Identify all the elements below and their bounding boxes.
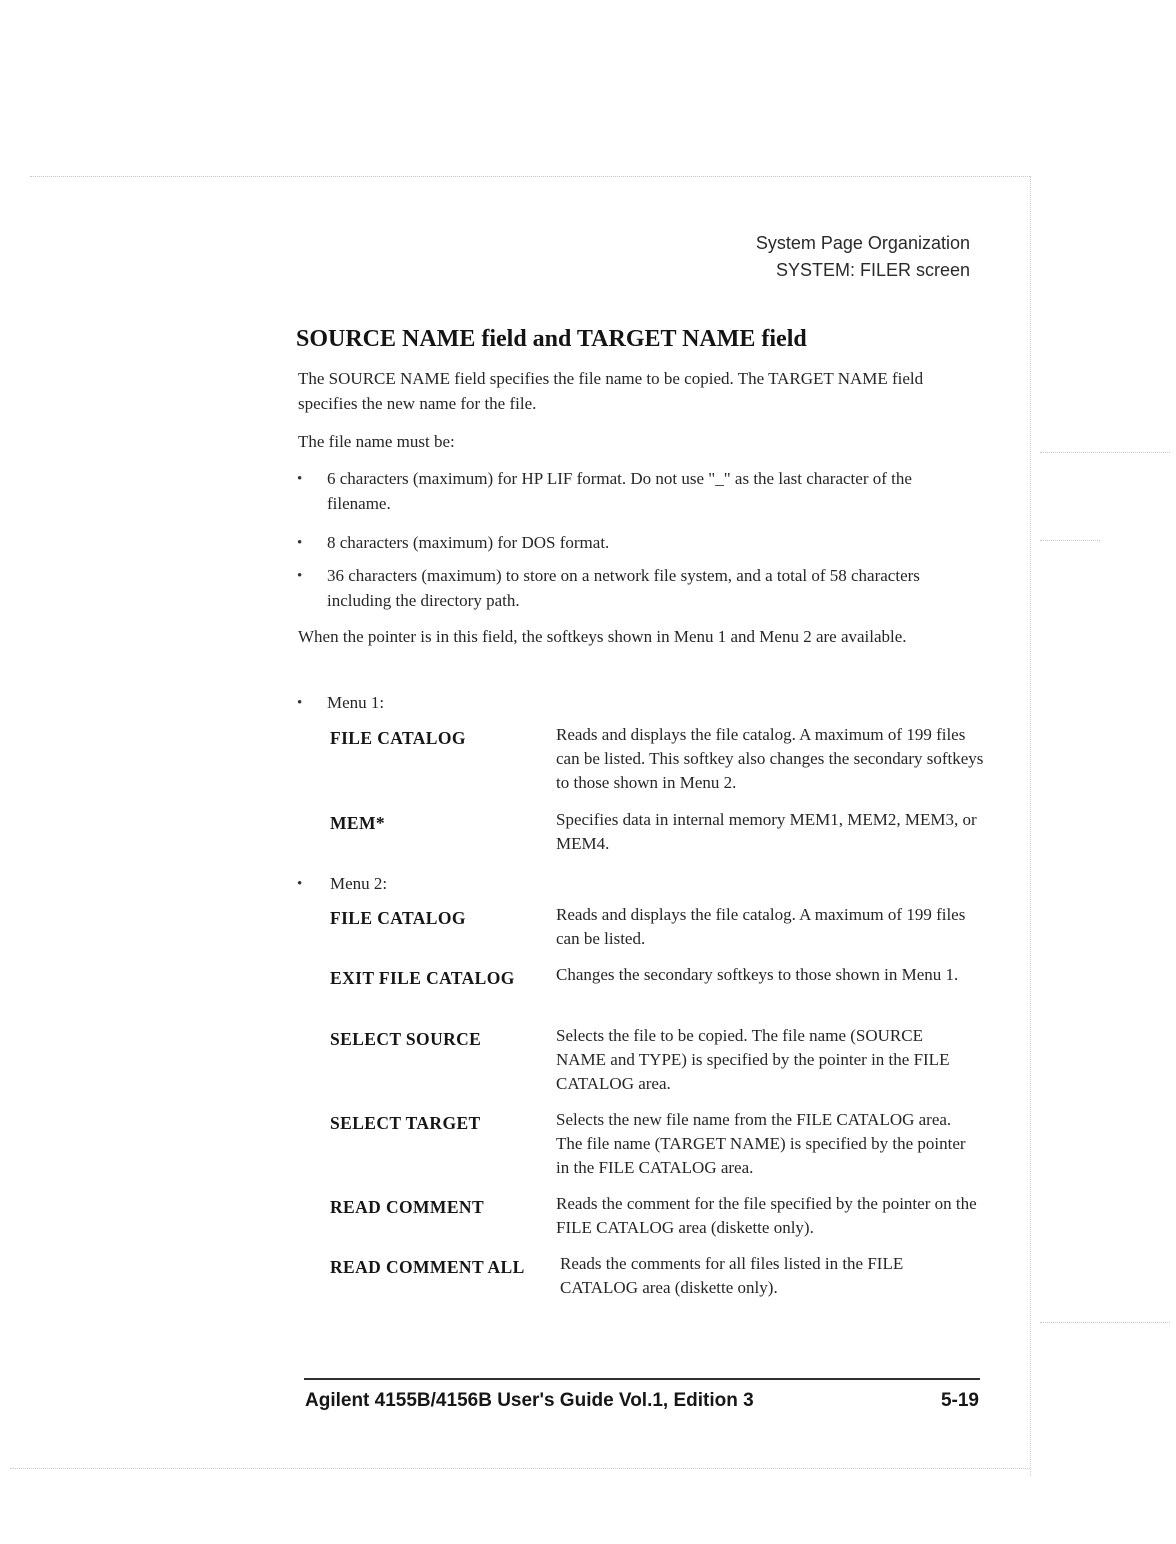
bullet-marker: • [297,695,303,711]
softkey-description: Selects the file to be copied. The file name (SOURCE NAME and TYPE) is specified by the pointer in the FILE CATALOG area. [556,1026,950,1093]
scan-edge-top [30,176,1030,177]
softkey-file-catalog: FILE CATALOG [330,908,466,928]
scan-mark-right-2 [1040,540,1100,541]
softkey-description: Reads and displays the file catalog. A maximum of 199 files can be listed. [556,905,966,948]
running-head-chapter: System Page Organization [755,233,970,253]
bullet-marker: • [297,535,303,551]
menu2-label: Menu 2: [330,874,388,893]
menu1-label: Menu 1: [327,693,385,712]
softkey-exit-file-catalog: EXIT FILE CATALOG [330,968,515,988]
bullet-marker: • [297,568,303,584]
rule-item: 6 characters (maximum) for HP LIF format. Do not use "_" as the last character of the filename. [327,469,912,513]
softkey-description: Specifies data in internal memory MEM1, MEM2, MEM3, or MEM4. [556,810,977,853]
footer-title: Agilent 4155B/4156B User's Guide Vol.1, Edition 3 [305,1390,754,1411]
softkey-select-source: SELECT SOURCE [330,1029,482,1049]
bullet-marker: • [297,876,303,892]
softkey-description: Reads the comments for all files listed in the FILE CATALOG area (diskette only). [560,1254,904,1297]
softkey-mem: MEM* [330,813,386,833]
scan-edge-right [1030,176,1031,1476]
softkey-file-catalog: FILE CATALOG [330,728,466,748]
footer-page-number: 5-19 [940,1390,979,1411]
softkey-description: Reads and displays the file catalog. A maximum of 199 files can be listed. This softkey also changes the secondary softkeys to those shown in Menu 2. [556,725,984,792]
softkey-description: Selects the new file name from the FILE CATALOG area. The file name (TARGET NAME) is specified by the pointer in the FILE CATALOG area. [556,1110,966,1177]
rule-item: 36 characters (maximum) to store on a network file system, and a total of 58 characters including the directory path. [327,566,920,610]
softkey-select-target: SELECT TARGET [330,1113,481,1133]
softkey-read-comment-all: READ COMMENT ALL [330,1257,525,1277]
scan-edge-bottom [10,1468,1030,1469]
scan-mark-right-1 [1040,452,1170,453]
intro-paragraph: The SOURCE NAME field specifies the file name to be copied. The TARGET NAME field specifies the new name for the file. [298,369,924,413]
pointer-note-paragraph: When the pointer is in this field, the softkeys shown in Menu 1 and Menu 2 are available. [298,627,907,646]
scan-mark-right-3 [1040,1322,1170,1323]
section-title: SOURCE NAME field and TARGET NAME field [296,326,807,352]
bullet-marker: • [297,471,303,487]
softkey-description: Reads the comment for the file specified by the pointer on the FILE CATALOG area (diskette only). [556,1194,977,1237]
softkey-read-comment: READ COMMENT [330,1197,485,1217]
footer-rule [304,1378,980,1380]
must-be-paragraph: The file name must be: [298,432,455,451]
running-head-section: SYSTEM: FILER screen [775,260,970,280]
running-head [756,230,970,284]
softkey-description: Changes the secondary softkeys to those shown in Menu 1. [556,965,959,984]
rule-item: 8 characters (maximum) for DOS format. [327,533,610,552]
